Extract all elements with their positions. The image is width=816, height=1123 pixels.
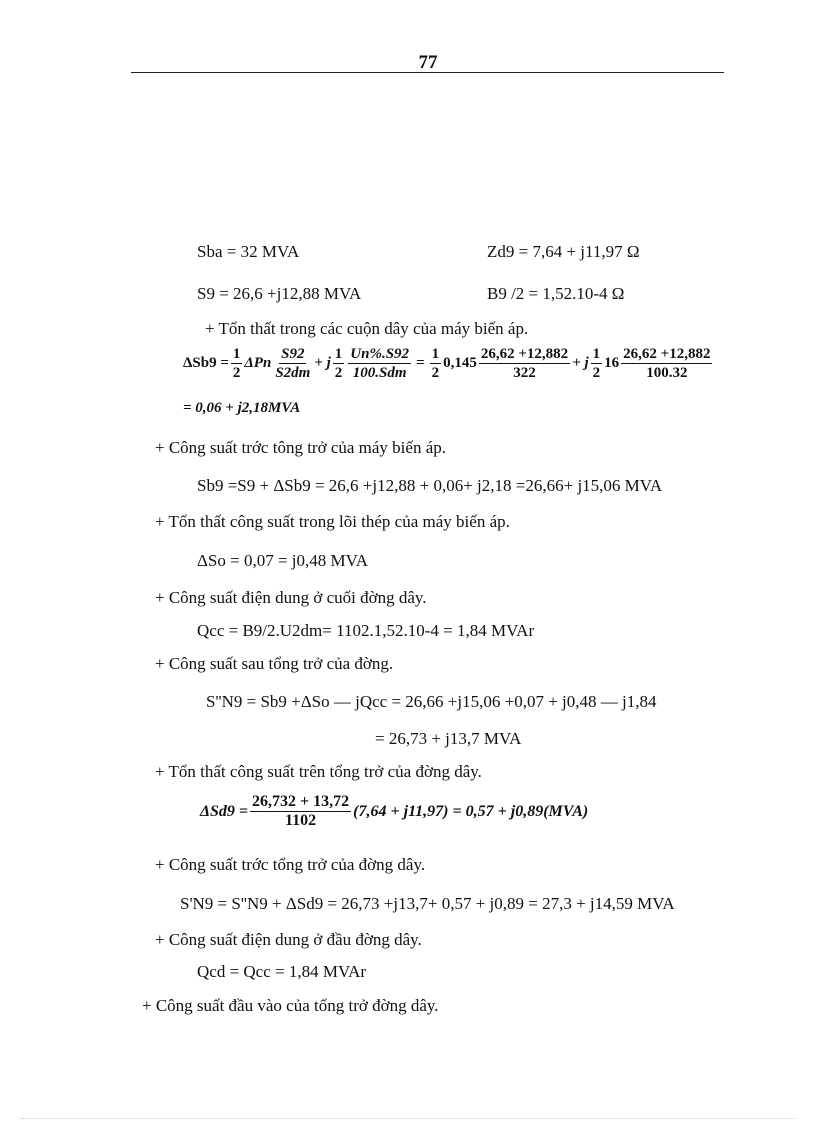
line-delta-so: ΔSo = 0,07 = j0,48 MVA	[197, 551, 369, 570]
eq1-frac-1: $\frac{1}{2}$	[232, 346, 241, 381]
line-s-n9-a: S''N9 = Sb9 +ΔSo — jQcc = 26,66 +j15,06 +0,07 + j0,48 — j1,84	[206, 692, 657, 711]
eq1-frac-2: $\frac{S92}{S2dm}$	[275, 346, 311, 381]
line-s-n9-b: = 26,73 + j13,7 MVA	[375, 729, 522, 748]
heading-truoc-tong-tro: + Công suất trớc tổng trở của đờng dây.	[155, 855, 426, 874]
line-sb9: Sb9 =S9 + ΔSb9 = 26,6 +j12,88 + 0,06+ j2,18 =26,66+ j15,06 MVA	[197, 476, 663, 495]
heading-sau-tong-tro: + Công suất sau tổng trở của đờng.	[155, 654, 394, 673]
heading-ton-that-tren-tong-tro: + Tổn thất công suất trên tổng trở của đờng dây.	[155, 762, 482, 781]
line-zd9: Zd9 = 7,64 + j11,97 Ω	[487, 242, 640, 261]
eq1-lhs: ΔSb9 =	[183, 355, 229, 371]
header-rule	[131, 72, 724, 73]
equation-1-result: = 0,06 + j2,18MVA	[183, 400, 301, 416]
heading-dien-dung-dau: + Công suất điện dung ở đầu đờng dây.	[155, 930, 422, 949]
line-sba: Sba = 32 MVA	[197, 242, 300, 261]
equation-delta-sd9: ΔSd9 = $\frac{26,732 + 13,72}{1102}$ (7,64 + j11,97) = 0,57 + j0,89(MVA)	[200, 793, 589, 829]
page-number: 77	[418, 52, 438, 73]
line-qcc: Qcc = B9/2.U2dm= 1102.1,52.10-4 = 1,84 MVAr	[197, 621, 535, 640]
line-qcd: Qcd = Qcc = 1,84 MVAr	[197, 962, 367, 981]
eq1-frac-8: $\frac{26,62 +12,882}{100.32}$	[623, 346, 711, 381]
eq1-frac-3: $\frac{1}{2}$	[334, 346, 343, 381]
heading-dien-dung-cuoi: + Công suất điện dung ở cuối đờng dây.	[155, 588, 427, 607]
eq1-frac-7: $\frac{1}{2}$	[592, 346, 601, 381]
heading-ton-that-cuon-day: + Tổn thất trong các cuộn dây của máy biến áp.	[205, 319, 529, 338]
eq2-frac: $\frac{26,732 + 13,72}{1102}$	[252, 793, 350, 829]
line-s9: S9 = 26,6 +j12,88 MVA	[197, 284, 362, 303]
eq1-frac-6: $\frac{26,62 +12,882}{322}$	[480, 346, 569, 381]
heading-cong-suat-truoc: + Công suất trớc tông trở của máy biến áp.	[155, 438, 447, 457]
heading-dau-vao: + Công suất đầu vào của tổng trở đờng dây.	[142, 996, 439, 1015]
eq1-frac-4: $\frac{Un\%.S92}{\text{100.Sdm}}$	[350, 346, 410, 381]
line-b9: B9 /2 = 1,52.10-4 Ω	[487, 284, 625, 303]
page-bottom-border	[20, 1118, 796, 1119]
equation-delta-sb9: ΔSb9 = $\frac{1}{2}$ ΔPn $\frac{S92}{S2dm}$ + j $\frac{1}{2}$ $\frac{Un\%.S92}{\text{100.Sdm}}$ = $\frac{1}{2}$ 0,145 $\frac{26,62 +12,882}{322}$ + j $\frac{1}{2}$ 16 $\frac{26,62 +12,882}{100.32}$	[183, 346, 711, 381]
heading-ton-that-loi-thep: + Tổn thất công suất trong lõi thép của máy biến áp.	[155, 512, 510, 531]
eq1-frac-5: $\frac{1}{2}$	[431, 346, 440, 381]
line-s-n9-prime: S'N9 = S''N9 + ΔSd9 = 26,73 +j13,7+ 0,57 + j0,89 = 27,3 + j14,59 MVA	[180, 894, 675, 913]
